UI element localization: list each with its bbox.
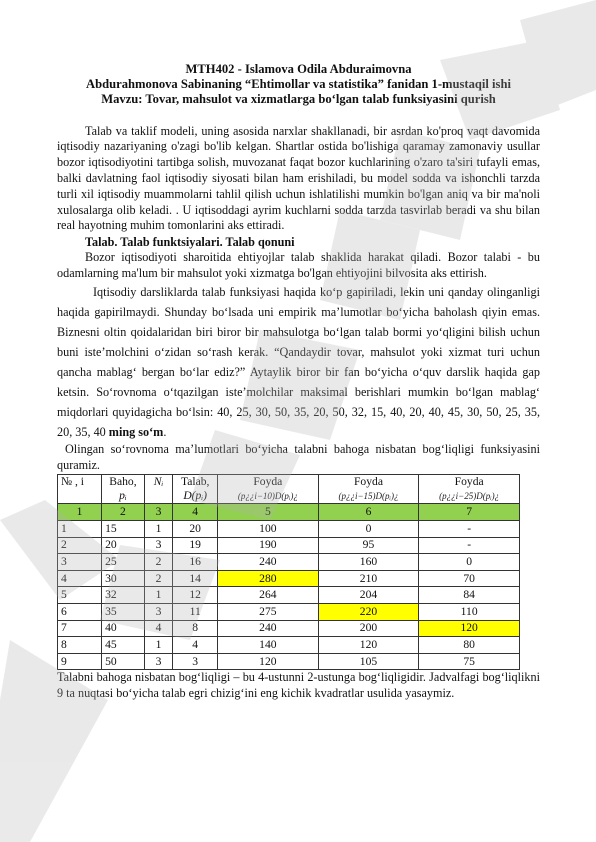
table-row	[58, 520, 520, 537]
table-cell: 45	[102, 637, 145, 654]
max-profit-cell: 280	[218, 570, 319, 587]
table-cell: 30	[102, 570, 145, 587]
table-cell: 20	[102, 537, 145, 554]
table-cell: 264	[218, 587, 319, 604]
table-intro-paragraph: Olingan so‘rovnoma ma’lumotlari bo‘yicha talabni bahoga nisbatan bog‘liqligi funksiyasini quramiz.	[57, 441, 540, 472]
survey-text: Iqtisodiy darsliklarda talab funksiyasi haqida ko‘p gapiriladi, lekin uni qanday olinganligi haqida gapirilmaydi. Shunday bo‘lsada uni empirik ma’lumotlar bo‘yicha baholash qiyin emas. Biznesni oltin qoidalaridan biri biror bir mahsulotga bo‘lgan talab bormi yo‘qligini bilish uchun buni iste’molchini o‘zidan so‘rash kerak. “Qandaydir tovar, mahsulot yoki xizmat turi uchun qancha mablag‘ bergan bo‘lar ediz?” Aytaylik biror bir fan bo‘yicha o‘quv darslik haqida gap ketsin. So‘rovnoma o‘tqazilgan iste’molchilar maksimal berishlari mumkin bo‘lgan mablag‘ miqdorlari quyidagicha bo‘lsin: 40, 25, 30, 50, 35, 20, 50, 32, 15, 40, 20, 40, 45, 30, 50, 25, 35, 20, 35, 40	[57, 284, 540, 439]
table-cell: 3	[144, 603, 173, 620]
column-number: 5	[218, 504, 319, 521]
table-cell: 12	[173, 587, 218, 604]
table-cell: 2	[144, 570, 173, 587]
table-cell: 0	[318, 520, 419, 537]
table-cell: 14	[173, 570, 218, 587]
table-row	[58, 537, 520, 554]
header-profit-25: Foyda (p¿¿i−25)D(pᵢ)¿	[419, 475, 520, 504]
table-cell: 2	[58, 537, 102, 554]
table-cell: 3	[144, 537, 173, 554]
header-profit-10: Foyda (p¿¿i−10)D(pᵢ)¿	[218, 475, 319, 504]
table-cell: 3	[58, 554, 102, 571]
column-number: 4	[173, 504, 218, 521]
table-cell: 1	[144, 637, 173, 654]
table-cell: 50	[102, 653, 145, 670]
document-header	[57, 62, 540, 108]
table-row	[58, 570, 520, 587]
header-index: № , i	[58, 475, 102, 504]
table-cell: 204	[318, 587, 419, 604]
table-cell: 190	[218, 537, 319, 554]
table-cell: 15	[102, 520, 145, 537]
column-number: 7	[419, 504, 520, 521]
table-row	[58, 554, 520, 571]
table-cell: 80	[419, 637, 520, 654]
table-cell: 3	[173, 653, 218, 670]
table-cell: 200	[318, 620, 419, 637]
table-cell: 0	[419, 554, 520, 571]
table-cell: 1	[144, 520, 173, 537]
table-cell: 140	[218, 637, 319, 654]
table-cell: 3	[144, 653, 173, 670]
table-cell: 19	[173, 537, 218, 554]
table-cell: 240	[218, 554, 319, 571]
header-profit-15: Foyda (p¿¿i−15)D(pᵢ)¿	[318, 475, 419, 504]
column-number: 3	[144, 504, 173, 521]
table-cell: 4	[144, 620, 173, 637]
table-cell: -	[419, 520, 520, 537]
table-cell: 120	[318, 637, 419, 654]
document-page	[57, 62, 540, 702]
market-demand-paragraph: Bozor iqtisodiyoti sharoitida ehtiyojlar talab shaklida harakat qiladi. Bozor talabi - bu odamlarning ma'lum bir mahsulot yoki xizmatga bo'lgan ehtiyojini bilvosita aks ettirish.	[57, 250, 540, 280]
table-cell: 75	[419, 653, 520, 670]
column-number: 1	[58, 504, 102, 521]
header-demand: Talab, D(pᵢ)	[173, 475, 218, 504]
table-cell: 2	[144, 554, 173, 571]
table-cell: 240	[218, 620, 319, 637]
intro-paragraph: Talab va taklif modeli, uning asosida narxlar shakllanadi, bir asrdan ko'proq vaqt davomida iqtisodiy nazariyaning o'zagi bo'lib kelgan. Shartlar ostida bo'lishiga qaramay zamonaviy usullar bozor iqtisodiyotini tartibga solish, muvozanat faqat bozor kuchlarining o'zaro ta'siri tufayli emas, balki davlatning faol iqtisodiy siyosati bilan ham erishiladi, bu model sodda va ishonchli tarzda turli xil iqtisodiy muammolarni tahlil qilish uchun ishlatilishi mumkin bo'lgan aniq va bir ma'noli xulosalarga olib keladi. . U iqtisoddagi ayrim kuchlarni sodda tarzda tasvirlab beradi va shu bilan real hayotning muhim tomonlarini aks ettiradi.	[57, 123, 540, 233]
table-row	[58, 587, 520, 604]
header-count: Nᵢ	[144, 475, 173, 504]
conclusion-paragraph: Talabni bahoga nisbatan bog‘liqligi – bu 4-ustunni 2-ustunga bog‘liqligidir. Jadvalfagi bog‘liqlikni 9 ta nuqtasi bo‘yicha talab egri chizig‘ini eng kichik kvadratlar usulida yasaymiz.	[57, 670, 540, 701]
table-row	[58, 620, 520, 637]
table-cell: 25	[102, 554, 145, 571]
table-cell: 5	[58, 587, 102, 604]
table-cell: 4	[173, 637, 218, 654]
table-cell: 35	[102, 603, 145, 620]
table-row	[58, 603, 520, 620]
table-cell: 8	[173, 620, 218, 637]
table-cell: 95	[318, 537, 419, 554]
column-number: 2	[102, 504, 145, 521]
table-cell: 120	[218, 653, 319, 670]
table-cell: 100	[218, 520, 319, 537]
table-cell: -	[419, 537, 520, 554]
table-cell: 210	[318, 570, 419, 587]
currency-unit: ming so‘m	[108, 424, 164, 439]
table-cell: 84	[419, 587, 520, 604]
course-line: MTH402 - Islamova Odila Abduraimovna	[185, 62, 412, 76]
table-cell: 160	[318, 554, 419, 571]
table-cell: 9	[58, 653, 102, 670]
table-cell: 16	[173, 554, 218, 571]
demand-profit-table	[57, 474, 520, 670]
table-cell: 6	[58, 603, 102, 620]
survey-period: .	[163, 424, 167, 439]
max-profit-cell: 120	[419, 620, 520, 637]
table-cell: 4	[58, 570, 102, 587]
table-cell: 40	[102, 620, 145, 637]
table-cell: 1	[144, 587, 173, 604]
table-cell: 70	[419, 570, 520, 587]
table-cell: 11	[173, 603, 218, 620]
table-cell: 20	[173, 520, 218, 537]
table-row	[58, 637, 520, 654]
table-row	[58, 653, 520, 670]
table-cell: 1	[58, 520, 102, 537]
table-cell: 105	[318, 653, 419, 670]
column-number: 6	[318, 504, 419, 521]
table-cell: 110	[419, 603, 520, 620]
max-profit-cell: 220	[318, 603, 419, 620]
table-cell: 7	[58, 620, 102, 637]
header-price: Baho, pᵢ	[102, 475, 145, 504]
assignment-line: Abdurahmonova Sabinaning “Ehtimollar va statistika” fanidan 1-mustaqil ishi	[86, 77, 511, 92]
section-heading: Talab. Talab funktsiyalari. Talab qonuni	[85, 235, 295, 250]
topic-line: Mavzu: Tovar, mahsulot va xizmatlarga bo‘lgan talab funksiyasini qurish	[101, 92, 496, 107]
survey-paragraph	[57, 282, 540, 442]
table-header-row	[58, 475, 520, 504]
table-cell: 32	[102, 587, 145, 604]
column-number-row	[58, 504, 520, 521]
table-cell: 275	[218, 603, 319, 620]
table-cell: 8	[58, 637, 102, 654]
